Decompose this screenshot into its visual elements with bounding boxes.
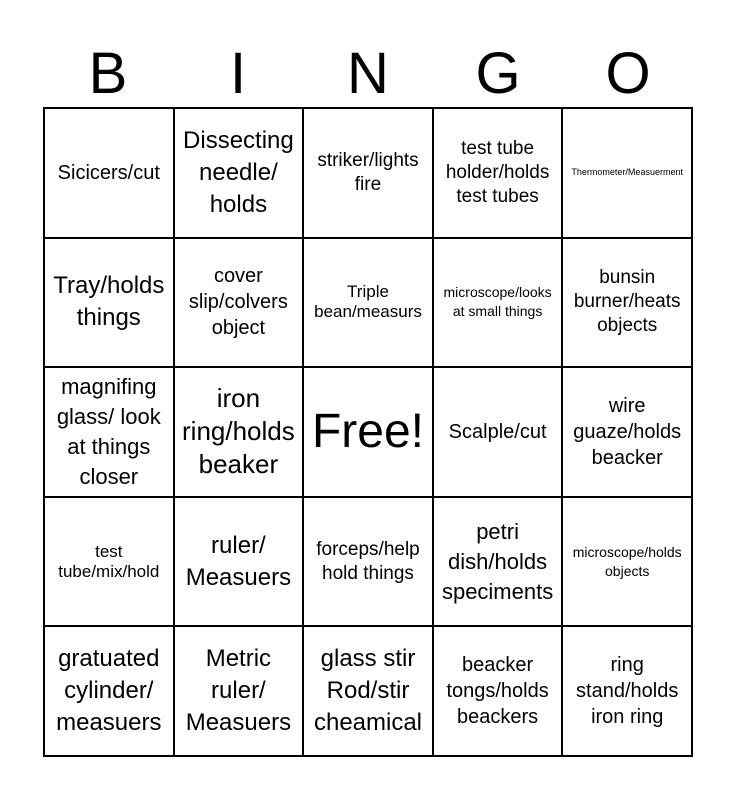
cell-text: striker/lights fire — [317, 149, 419, 195]
bingo-cell-r1-c2[interactable] — [174, 108, 304, 238]
cell-text: Dissecting needle/ holds — [183, 126, 294, 218]
cell-text: forceps/help hold things — [316, 538, 420, 584]
cell-text: wire guaze/holds beacker — [573, 394, 682, 469]
cell-text: beacker tongs/holds beackers — [446, 654, 549, 729]
bingo-cell-r4-c1[interactable] — [44, 497, 174, 627]
bingo-cell-r1-c4[interactable] — [433, 108, 563, 238]
bingo-cell-r1-c5[interactable] — [562, 108, 692, 238]
bingo-cell-r1-c3[interactable] — [303, 108, 433, 238]
cell-text: Tray/holds things — [53, 272, 165, 332]
bingo-cell-r3-c4[interactable] — [433, 367, 563, 497]
cell-text: petri dish/holds speciments — [441, 518, 554, 604]
cell-text: glass stir Rod/stir cheamical — [313, 645, 423, 737]
bingo-header — [43, 40, 693, 108]
cell-text: Thermometer/Measuerment — [571, 167, 683, 178]
cell-text: Sicicers/cut — [57, 161, 160, 184]
cell-text: test tube/mix/hold — [58, 541, 160, 581]
cell-text: microscope/holds objects — [572, 543, 682, 579]
bingo-cell-r1-c1[interactable] — [44, 108, 174, 238]
header-letter-o: O — [605, 41, 651, 106]
cell-text: Metric ruler/ Measuers — [185, 645, 292, 737]
bingo-cell-r4-c4[interactable] — [433, 497, 563, 627]
bingo-cell-r2-c3[interactable] — [303, 238, 433, 368]
cell-text: cover slip/colvers object — [188, 265, 288, 340]
cell-text: ruler/ Measuers — [185, 531, 292, 591]
bingo-cell-r5-c2[interactable] — [174, 626, 304, 756]
bingo-cell-r2-c4[interactable] — [433, 238, 563, 368]
bingo-cell-r2-c5[interactable] — [562, 238, 692, 368]
cell-text: gratuated cylinder/ measuers — [56, 645, 162, 737]
cell-text: iron ring/holds beaker — [182, 383, 295, 480]
header-letter-b: B — [88, 41, 128, 106]
cell-text: ring stand/holds iron ring — [576, 654, 679, 729]
cell-text: bunsin burner/heats objects — [573, 267, 681, 337]
bingo-cell-r4-c5[interactable] — [562, 497, 692, 627]
free-space-text: Free! — [311, 404, 424, 458]
bingo-cell-r5-c1[interactable] — [44, 626, 174, 756]
bingo-cell-r5-c3[interactable] — [303, 626, 433, 756]
cell-text: Triple bean/measurs — [314, 282, 422, 322]
cell-text: Scalple/cut — [448, 420, 547, 443]
bingo-cell-r2-c2[interactable] — [174, 238, 304, 368]
header-letter-n: N — [347, 41, 389, 106]
cell-text: microscope/looks at small things — [443, 284, 552, 320]
bingo-cell-r2-c1[interactable] — [44, 238, 174, 368]
bingo-card-grid — [43, 107, 693, 757]
bingo-cell-r4-c2[interactable] — [174, 497, 304, 627]
bingo-cell-r3-c2[interactable] — [174, 367, 304, 497]
bingo-cell-r3-c5[interactable] — [562, 367, 692, 497]
free-space-cell[interactable] — [303, 367, 433, 497]
cell-text: test tube holder/holds test tubes — [445, 137, 550, 207]
header-letter-g: G — [475, 41, 521, 106]
cell-text: magnifing glass/ look at things closer — [56, 373, 161, 489]
bingo-cell-r5-c5[interactable] — [562, 626, 692, 756]
header-letter-i: I — [229, 41, 247, 106]
bingo-cell-r3-c1[interactable] — [44, 367, 174, 497]
bingo-cell-r5-c4[interactable] — [433, 626, 563, 756]
bingo-cell-r4-c3[interactable] — [303, 497, 433, 627]
